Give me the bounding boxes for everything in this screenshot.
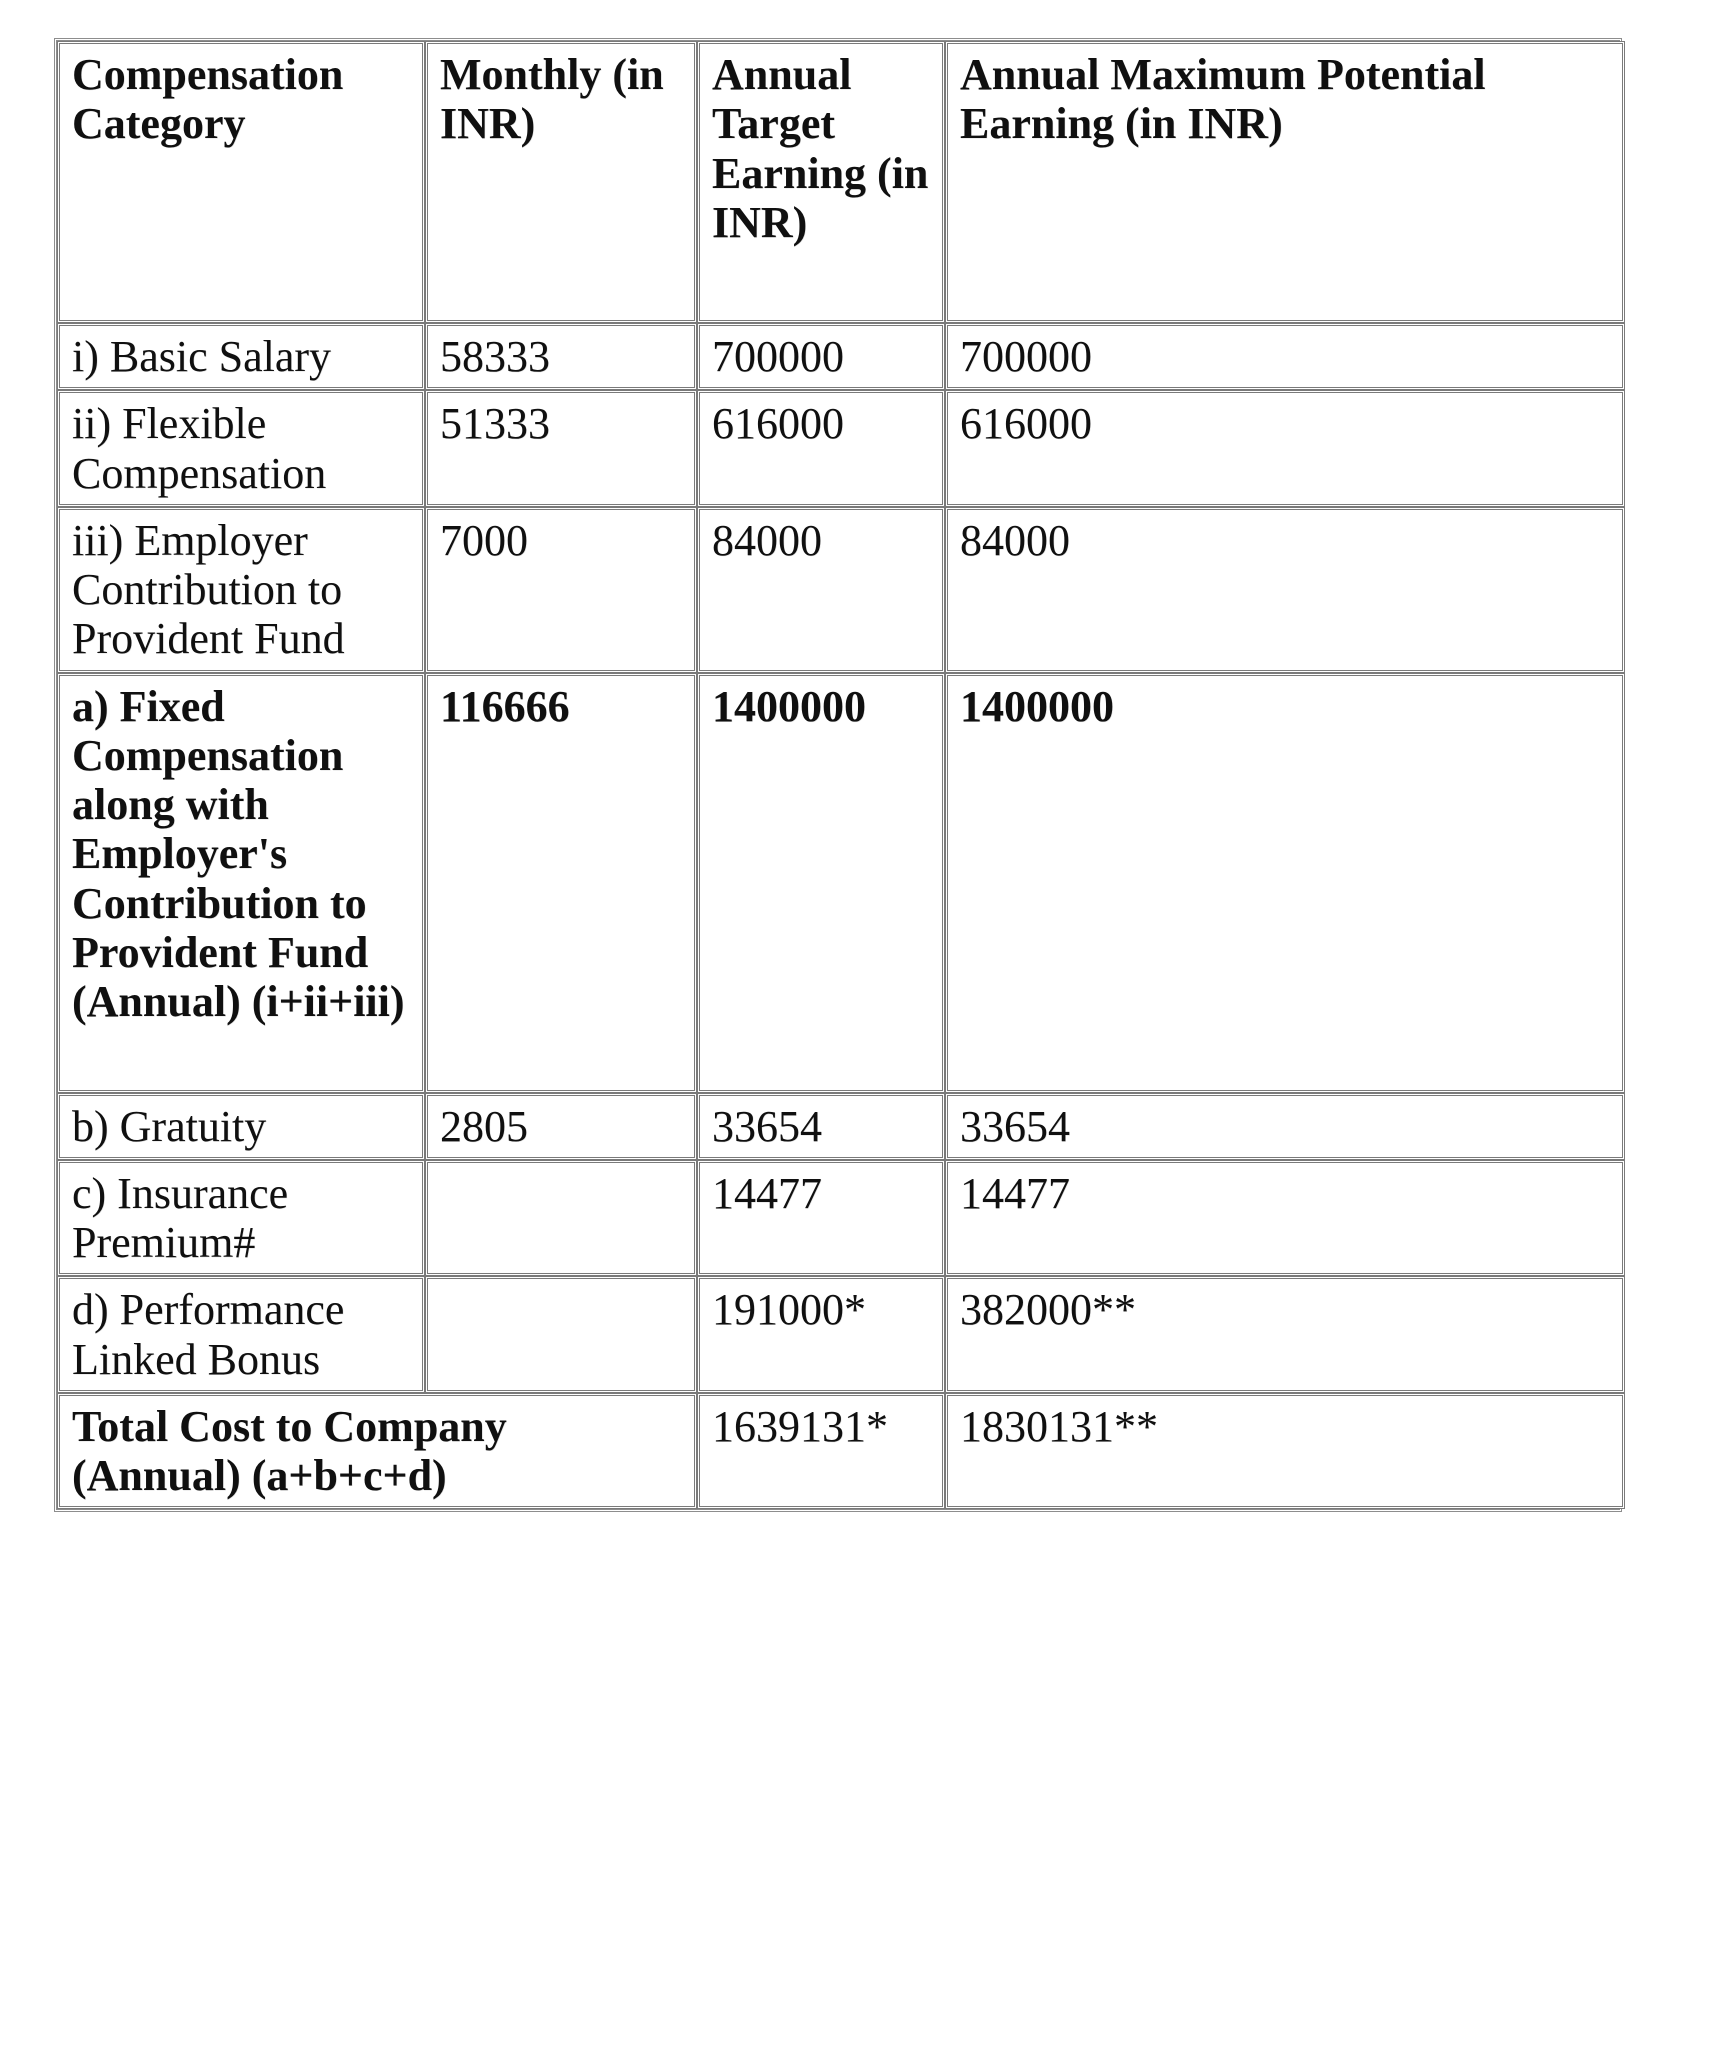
cell-fixed-compensation-annual-target: 1400000 bbox=[697, 673, 945, 1093]
cell-total-annual-target: 1639131* bbox=[697, 1393, 945, 1510]
table-total-row bbox=[57, 1393, 1625, 1510]
row-label-flexible-compensation: ii) Flexible Compensation bbox=[57, 390, 425, 507]
cell-flexible-compensation-monthly: 51333 bbox=[425, 390, 697, 507]
table-header-row bbox=[57, 41, 1625, 323]
cell-basic-salary-annual-target: 700000 bbox=[697, 323, 945, 390]
row-label-basic-salary: i) Basic Salary bbox=[57, 323, 425, 390]
table-row bbox=[57, 1160, 1625, 1277]
table-row bbox=[57, 390, 1625, 507]
column-header-annual-max: Annual Maximum Potential Earning (in INR) bbox=[945, 41, 1625, 323]
cell-performance-bonus-monthly bbox=[425, 1276, 697, 1393]
compensation-table bbox=[57, 41, 1625, 1509]
table-row bbox=[57, 1093, 1625, 1160]
cell-gratuity-annual-max: 33654 bbox=[945, 1093, 1625, 1160]
cell-flexible-compensation-annual-max: 616000 bbox=[945, 390, 1625, 507]
column-header-annual-target: Annual Target Earning (in INR) bbox=[697, 41, 945, 323]
cell-employer-pf-monthly: 7000 bbox=[425, 507, 697, 673]
row-label-insurance-premium: c) Insurance Premium# bbox=[57, 1160, 425, 1277]
column-header-category: Compensation Category bbox=[57, 41, 425, 323]
row-label-gratuity: b) Gratuity bbox=[57, 1093, 425, 1160]
column-header-monthly: Monthly (in INR) bbox=[425, 41, 697, 323]
cell-flexible-compensation-annual-target: 616000 bbox=[697, 390, 945, 507]
cell-fixed-compensation-monthly: 116666 bbox=[425, 673, 697, 1093]
cell-basic-salary-annual-max: 700000 bbox=[945, 323, 1625, 390]
row-label-fixed-compensation-total: a) Fixed Compensation along with Employer's Contribution to Provident Fund (Annual) (i+ii+iii) bbox=[57, 673, 425, 1093]
table-row bbox=[57, 1276, 1625, 1393]
cell-employer-pf-annual-target: 84000 bbox=[697, 507, 945, 673]
cell-gratuity-annual-target: 33654 bbox=[697, 1093, 945, 1160]
cell-insurance-premium-annual-max: 14477 bbox=[945, 1160, 1625, 1277]
row-label-total-cost-to-company: Total Cost to Company (Annual) (a+b+c+d) bbox=[57, 1393, 697, 1510]
row-label-employer-pf-contribution: iii) Employer Contribution to Provident Fund bbox=[57, 507, 425, 673]
table-row bbox=[57, 507, 1625, 673]
cell-total-annual-max: 1830131** bbox=[945, 1393, 1625, 1510]
cell-basic-salary-monthly: 58333 bbox=[425, 323, 697, 390]
cell-performance-bonus-annual-target: 191000* bbox=[697, 1276, 945, 1393]
cell-insurance-premium-monthly bbox=[425, 1160, 697, 1277]
compensation-table-frame bbox=[54, 38, 1622, 1512]
cell-insurance-premium-annual-target: 14477 bbox=[697, 1160, 945, 1277]
cell-employer-pf-annual-max: 84000 bbox=[945, 507, 1625, 673]
table-row bbox=[57, 673, 1625, 1093]
cell-performance-bonus-annual-max: 382000** bbox=[945, 1276, 1625, 1393]
table-row bbox=[57, 323, 1625, 390]
cell-gratuity-monthly: 2805 bbox=[425, 1093, 697, 1160]
cell-fixed-compensation-annual-max: 1400000 bbox=[945, 673, 1625, 1093]
row-label-performance-linked-bonus: d) Performance Linked Bonus bbox=[57, 1276, 425, 1393]
